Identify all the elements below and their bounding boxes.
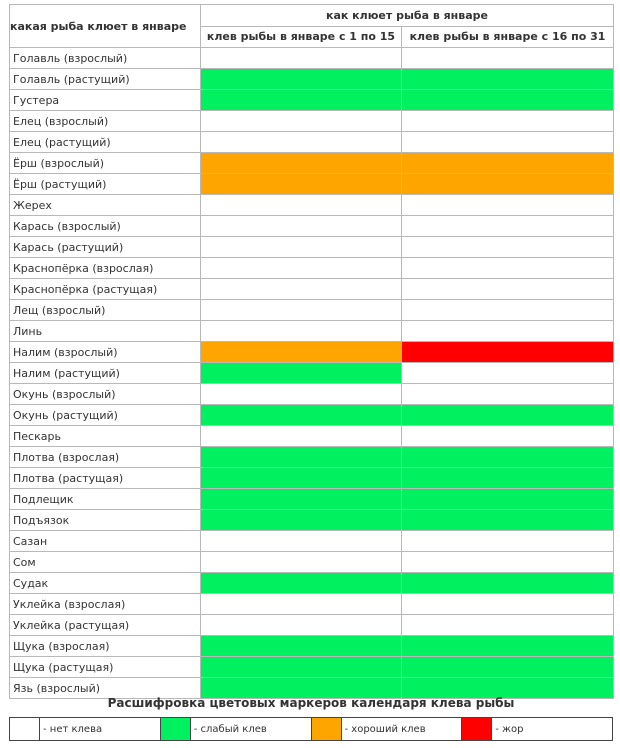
bite-cell-period-2 [402, 363, 614, 384]
bite-cell-period-2 [402, 321, 614, 342]
bite-cell-period-1 [201, 594, 402, 615]
table-row [10, 636, 614, 657]
bite-cell-period-1 [201, 216, 402, 237]
bite-cell-period-2 [402, 489, 614, 510]
bite-cell-period-2 [402, 405, 614, 426]
table-row [10, 468, 614, 489]
bite-cell-period-2 [402, 48, 614, 69]
fish-name: Окунь (растущий) [10, 405, 201, 426]
fish-name: Налим (взрослый) [10, 342, 201, 363]
legend-swatch-weak [160, 718, 190, 741]
bite-cell-period-1 [201, 384, 402, 405]
bite-cell-period-2 [402, 468, 614, 489]
bite-cell-period-1 [201, 531, 402, 552]
bite-cell-period-2 [402, 153, 614, 174]
bite-cell-period-1 [201, 195, 402, 216]
fish-name: Окунь (взрослый) [10, 384, 201, 405]
table-row [10, 552, 614, 573]
bite-cell-period-2 [402, 594, 614, 615]
table-row [10, 489, 614, 510]
bite-cell-period-1 [201, 468, 402, 489]
bite-cell-period-2 [402, 69, 614, 90]
bite-cell-period-1 [201, 90, 402, 111]
fish-name: Сазан [10, 531, 201, 552]
bite-cell-period-1 [201, 132, 402, 153]
table-row [10, 216, 614, 237]
bite-cell-period-1 [201, 573, 402, 594]
fish-name: Елец (растущий) [10, 132, 201, 153]
bite-cell-period-2 [402, 132, 614, 153]
fish-name: Плотва (растущая) [10, 468, 201, 489]
bite-cell-period-2 [402, 552, 614, 573]
table-row [10, 447, 614, 468]
table-row [10, 111, 614, 132]
bite-cell-period-2 [402, 447, 614, 468]
bite-cell-period-2 [402, 342, 614, 363]
bite-cell-period-1 [201, 111, 402, 132]
bite-cell-period-2 [402, 615, 614, 636]
bite-cell-period-2 [402, 216, 614, 237]
table-row [10, 279, 614, 300]
bite-cell-period-1 [201, 48, 402, 69]
fish-name: Плотва (взрослая) [10, 447, 201, 468]
table-row [10, 90, 614, 111]
table-row [10, 174, 614, 195]
table-row [10, 237, 614, 258]
legend-label-zhor: - жор [492, 718, 613, 741]
table-row [10, 426, 614, 447]
legend-swatch-none [10, 718, 40, 741]
bite-cell-period-2 [402, 636, 614, 657]
fish-name: Ёрш (взрослый) [10, 153, 201, 174]
period-1-header: клев рыбы в январе с 1 по 15 [201, 26, 402, 48]
bite-cell-period-1 [201, 342, 402, 363]
bite-cell-period-2 [402, 300, 614, 321]
fish-name: Густера [10, 90, 201, 111]
fish-name: Елец (взрослый) [10, 111, 201, 132]
bite-cell-period-1 [201, 447, 402, 468]
bite-cell-period-1 [201, 363, 402, 384]
bite-calendar-table [9, 4, 614, 699]
bite-cell-period-1 [201, 657, 402, 678]
table-row [10, 69, 614, 90]
bite-cell-period-1 [201, 510, 402, 531]
bite-cell-period-2 [402, 657, 614, 678]
bite-cell-period-1 [201, 321, 402, 342]
bite-cell-period-2 [402, 90, 614, 111]
bite-cell-period-2 [402, 195, 614, 216]
fish-name: Карась (взрослый) [10, 216, 201, 237]
fish-name: Налим (растущий) [10, 363, 201, 384]
legend-swatch-zhor [462, 718, 492, 741]
fish-column-header: какая рыба клюет в январе [10, 5, 201, 48]
table-row [10, 48, 614, 69]
fish-name: Судак [10, 573, 201, 594]
legend-title: Расшифровка цветовых маркеров календаря клева рыбы [107, 696, 515, 710]
table-row [10, 153, 614, 174]
legend-label-none: - нет клева [40, 718, 161, 741]
table-row [10, 573, 614, 594]
fish-name: Ёрш (растущий) [10, 174, 201, 195]
table-row [10, 384, 614, 405]
legend-label-weak: - слабый клев [190, 718, 311, 741]
bite-cell-period-1 [201, 279, 402, 300]
fish-name: Уклейка (растущая) [10, 615, 201, 636]
fish-name: Сом [10, 552, 201, 573]
bite-cell-period-1 [201, 237, 402, 258]
fish-name: Краснопёрка (взрослая) [10, 258, 201, 279]
bite-cell-period-2 [402, 258, 614, 279]
bite-cell-period-2 [402, 237, 614, 258]
legend-label-good: - хороший клев [341, 718, 462, 741]
table-row [10, 258, 614, 279]
bite-cell-period-2 [402, 510, 614, 531]
legend-swatch-good [311, 718, 341, 741]
bite-cell-period-2 [402, 384, 614, 405]
fish-name: Язь (взрослый) [10, 678, 201, 699]
table-row [10, 195, 614, 216]
bite-cell-period-1 [201, 153, 402, 174]
table-row [10, 531, 614, 552]
table-row [10, 657, 614, 678]
fish-name: Краснопёрка (растущая) [10, 279, 201, 300]
color-legend [9, 717, 613, 741]
table-row [10, 321, 614, 342]
fish-name: Щука (растущая) [10, 657, 201, 678]
fish-name: Линь [10, 321, 201, 342]
bite-cell-period-1 [201, 552, 402, 573]
fish-name: Карась (растущий) [10, 237, 201, 258]
bite-cell-period-2 [402, 174, 614, 195]
bite-cell-period-1 [201, 174, 402, 195]
fish-name: Щука (взрослая) [10, 636, 201, 657]
table-row [10, 342, 614, 363]
bite-cell-period-1 [201, 69, 402, 90]
bite-cell-period-1 [201, 615, 402, 636]
bite-cell-period-1 [201, 489, 402, 510]
bite-cell-period-1 [201, 405, 402, 426]
table-row [10, 300, 614, 321]
bite-cell-period-1 [201, 636, 402, 657]
table-title: как клюет рыба в январе [201, 5, 614, 27]
fish-name: Жерех [10, 195, 201, 216]
bite-cell-period-1 [201, 300, 402, 321]
bite-cell-period-2 [402, 573, 614, 594]
fish-name: Голавль (растущий) [10, 69, 201, 90]
fish-name: Уклейка (взрослая) [10, 594, 201, 615]
table-row [10, 510, 614, 531]
fish-name: Лещ (взрослый) [10, 300, 201, 321]
fish-name: Голавль (взрослый) [10, 48, 201, 69]
bite-cell-period-2 [402, 531, 614, 552]
table-row [10, 363, 614, 384]
bite-cell-period-2 [402, 111, 614, 132]
bite-cell-period-1 [201, 258, 402, 279]
bite-cell-period-1 [201, 426, 402, 447]
table-row [10, 615, 614, 636]
fish-name: Подъязок [10, 510, 201, 531]
fish-name: Пескарь [10, 426, 201, 447]
table-row [10, 594, 614, 615]
bite-cell-period-2 [402, 426, 614, 447]
table-row [10, 405, 614, 426]
table-row [10, 132, 614, 153]
fish-rows [10, 48, 614, 699]
fish-name: Подлещик [10, 489, 201, 510]
period-2-header: клев рыбы в январе с 16 по 31 [402, 26, 614, 48]
bite-cell-period-2 [402, 279, 614, 300]
